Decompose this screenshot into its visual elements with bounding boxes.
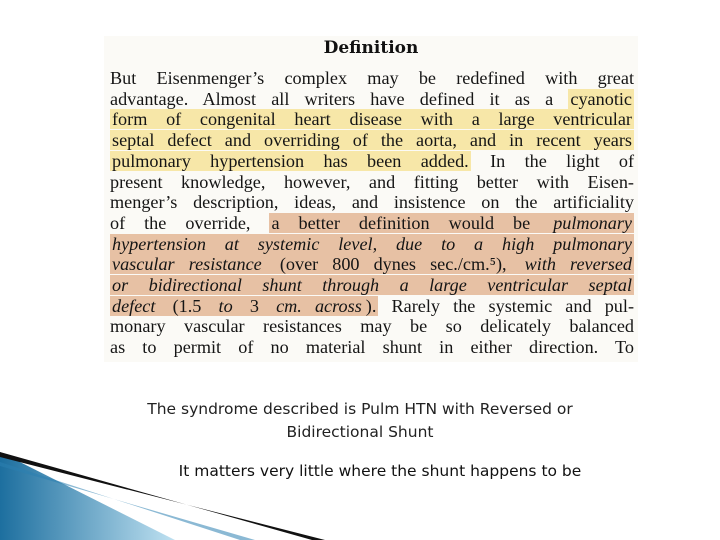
caption — [0, 398, 720, 444]
scan-line — [110, 234, 634, 255]
scan-title: Definition — [323, 38, 419, 58]
highlighted-text: vascular resistance — [112, 254, 262, 275]
caption-line-1: The syndrome described is Pulm HTN with Reversed or — [147, 400, 573, 418]
scan-text: But Eisenmenger’s complex may be redefined with great — [110, 68, 634, 88]
highlighted-text: or bidirectional shunt through a large ventricular septal — [112, 275, 632, 296]
highlighted-text: defect — [112, 295, 156, 316]
emphasis-note: It matters very little where the shunt happens to be — [178, 462, 582, 480]
scanned-text-image — [104, 36, 638, 362]
scan-line — [110, 151, 634, 172]
scan-line — [110, 109, 634, 130]
scan-paragraph — [110, 68, 634, 358]
highlighted-text: cm. across — [276, 295, 362, 316]
scan-text: In the light of — [470, 150, 634, 171]
scan-text: Rarely the systemic and pul- — [378, 295, 635, 316]
caption-line-2: Bidirectional Shunt — [286, 423, 434, 441]
scan-line — [110, 316, 634, 337]
scan-line — [110, 275, 634, 296]
highlighted-text: pulmonary hypertension has been added. — [112, 150, 469, 171]
highlighted-text: 3 — [236, 295, 273, 316]
highlighted-text: a better definition would be — [271, 212, 550, 233]
highlighted-text: to — [218, 295, 233, 316]
highlighted-text: (over 800 dynes sec./cm.⁵), — [265, 254, 521, 275]
highlighted-text: pulmonary — [553, 212, 632, 233]
scan-line — [110, 296, 634, 317]
scan-line — [110, 89, 634, 110]
highlighted-text: hypertension at systemic level, due to a high pulmonary — [112, 233, 632, 254]
highlighted-text: with reversed — [524, 254, 632, 275]
scan-line — [110, 213, 634, 234]
scan-text: of the override, — [110, 212, 270, 233]
scan-line — [110, 337, 634, 358]
scan-line — [110, 68, 634, 89]
highlighted-text: ). — [365, 295, 377, 316]
scan-line — [110, 172, 634, 193]
highlighted-text: cyanotic — [570, 88, 632, 109]
scan-line — [110, 192, 634, 213]
scan-text: monary vascular resistances may be so delicately balanced — [110, 316, 634, 337]
scan-text: as to permit of no material shunt in either direction. To — [110, 337, 634, 358]
scan-line — [110, 130, 634, 151]
scan-text: menger’s description, ideas, and insistence on the artificiality — [110, 192, 634, 213]
scan-text: present knowledge, however, and fitting better with Eisen- — [110, 171, 634, 192]
highlighted-text: septal defect and overriding of the aorta, and in recent years — [112, 130, 632, 151]
scan-line — [110, 254, 634, 275]
highlighted-text: form of congenital heart disease with a large ventricular — [112, 109, 632, 130]
highlighted-text: (1.5 — [159, 295, 215, 316]
scan-text: advantage. Almost all writers have defined it as a — [110, 88, 569, 109]
